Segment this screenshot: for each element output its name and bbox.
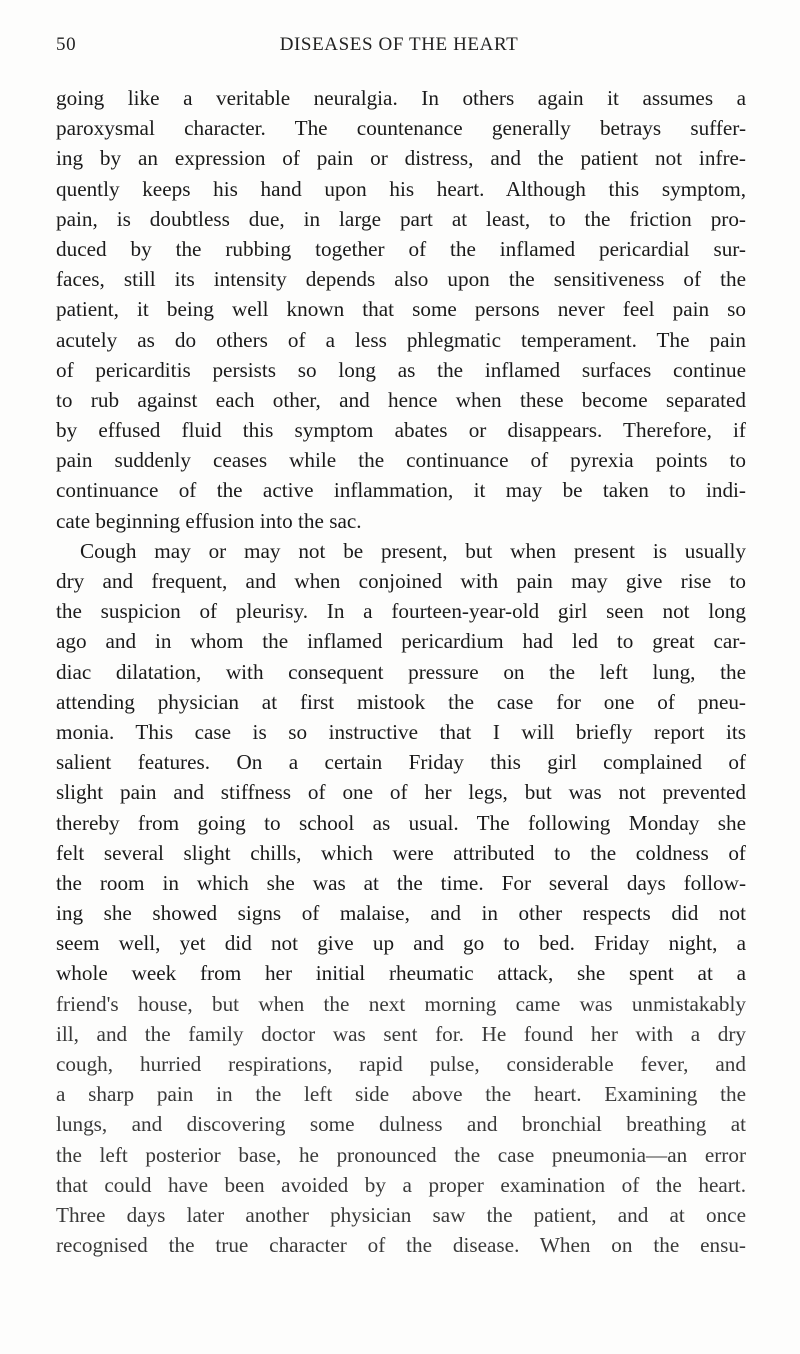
text-line: diac dilatation, with consequent pressure on the left lung, the	[56, 659, 746, 684]
text-line: dry and frequent, and when conjoined with pain may give rise to	[56, 569, 746, 593]
text-line: pain suddenly ceases while the continuance of pyrexia points to	[56, 448, 746, 473]
body-text	[56, 83, 746, 1260]
text-line: friend's house, but when the next morning came was unmistakably	[56, 991, 746, 1016]
text-line: faces, still its intensity depends also upon the sensitiveness of the	[56, 267, 746, 292]
text-line: a sharp pain in the left side above the heart. Examining the	[56, 1082, 746, 1107]
text-line: ing by an expression of pain or distress, and the patient not infre-	[56, 146, 746, 171]
text-line: salient features. On a certain Friday this girl complained of	[56, 750, 746, 775]
text-line: Cough may or may not be present, but when present is usually	[80, 538, 746, 563]
text-line: quently keeps his hand upon his heart. Although this symptom,	[56, 176, 746, 201]
text-line: going like a veritable neuralgia. In others again it assumes a	[56, 86, 746, 110]
text-line: Three days later another physician saw the patient, and at once	[56, 1202, 746, 1227]
text-line: paroxysmal character. The countenance generally betrays suffer-	[56, 116, 746, 141]
paragraph	[56, 536, 746, 1261]
running-title: DISEASES OF THE HEART	[279, 34, 519, 55]
text-line: attending physician at first mistook the case for one of pneu-	[56, 689, 746, 714]
text-line: the suspicion of pleurisy. In a fourteen-year-old girl seen not long	[56, 599, 746, 624]
text-line: the left posterior base, he pronounced the case pneumonia—an error	[56, 1142, 746, 1167]
text-line: recognised the true character of the disease. When on the ensu-	[56, 1233, 746, 1258]
text-line: cate beginning effusion into the sac.	[56, 508, 362, 533]
text-line: whole week from her initial rheumatic attack, she spent at a	[56, 961, 746, 986]
text-line: felt several slight chills, which were attributed to the coldness of	[56, 840, 746, 865]
text-line: monia. This case is so instructive that I will briefly report its	[56, 719, 746, 744]
text-line: patient, it being well known that some persons never feel pain so	[56, 297, 746, 322]
paragraph	[56, 83, 746, 536]
text-line: seem well, yet did not give up and go to bed. Friday night, a	[56, 931, 746, 956]
text-line: the room in which she was at the time. For several days follow-	[56, 870, 746, 895]
text-line: duced by the rubbing together of the inflamed pericardial sur-	[56, 236, 746, 261]
text-line: to rub against each other, and hence when these become separated	[56, 387, 746, 412]
text-line: thereby from going to school as usual. The following Monday she	[56, 810, 746, 835]
text-line: by effused fluid this symptom abates or disappears. Therefore, if	[56, 418, 746, 443]
text-line: ill, and the family doctor was sent for. He found her with a dry	[56, 1021, 746, 1046]
text-line: slight pain and stiffness of one of her legs, but was not prevented	[56, 780, 746, 805]
text-line: acutely as do others of a less phlegmatic temperament. The pain	[56, 327, 746, 352]
running-head	[56, 34, 742, 58]
text-line: of pericarditis persists so long as the inflamed surfaces continue	[56, 357, 746, 382]
text-line: ago and in whom the inflamed pericardium had led to great car-	[56, 629, 746, 654]
text-line: pain, is doubtless due, in large part at least, to the friction pro-	[56, 206, 746, 231]
page-number: 50	[56, 34, 77, 55]
text-line: that could have been avoided by a proper examination of the heart.	[56, 1172, 746, 1197]
text-line: lungs, and discovering some dulness and bronchial breathing at	[56, 1112, 746, 1137]
text-line: ing she showed signs of malaise, and in other respects did not	[56, 901, 746, 926]
text-line: cough, hurried respirations, rapid pulse, considerable fever, and	[56, 1052, 746, 1076]
text-line: continuance of the active inflammation, it may be taken to indi-	[56, 478, 746, 503]
